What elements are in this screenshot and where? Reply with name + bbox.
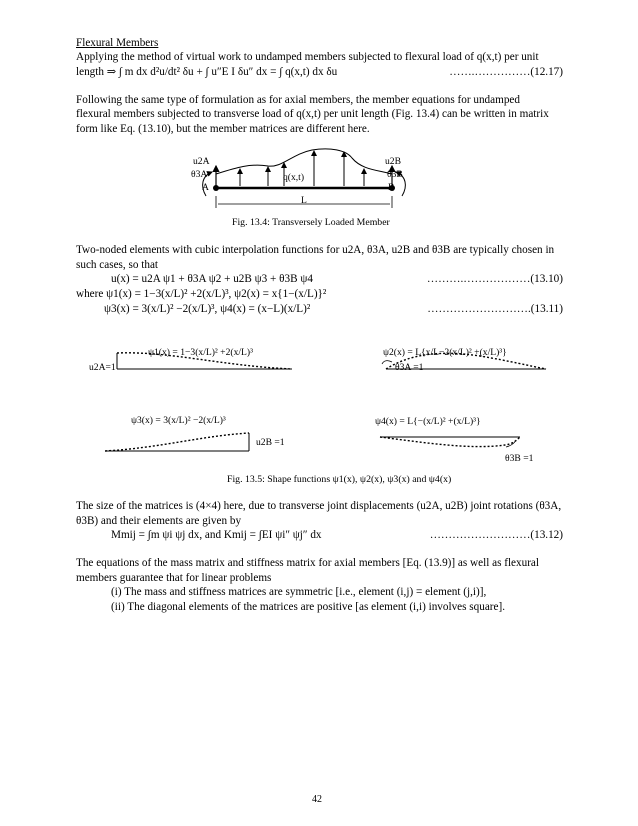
paragraph-line: Two-noded elements with cubic interpolation functions for u2A, θ3A, u2B and θ3B are typically chosen in — [76, 244, 555, 256]
paragraph-line: The equations of the mass matrix and stiffness matrix for axial members [Eq. (13.9)] as well as flexural — [76, 557, 540, 569]
equation-13-10: u(x) = u2A ψ1 + θ3A ψ2 + u2B ψ3 + θ3B ψ4 — [111, 273, 313, 285]
label-node-B: B — [388, 182, 395, 193]
psi3-label: ψ3(x) = 3(x/L)² −2(x/L)³ — [131, 415, 226, 426]
equation-ref-12-17: …….……………(12.17) — [449, 66, 563, 78]
theta3B-unit-label: θ3B =1 — [505, 453, 534, 464]
paragraph-line: θ3B) and their elements are given by — [76, 515, 242, 527]
label-load: q(x,t) — [283, 172, 305, 183]
paragraph-line: such cases, so that — [76, 259, 159, 271]
paragraph-line: members guarantee that for linear problems — [76, 572, 272, 584]
psi4-label: ψ4(x) = L{−(x/L)² +(x/L)³} — [375, 416, 481, 427]
u2A-unit-label: u2A=1 — [89, 362, 116, 373]
list-item-2: (ii) The diagonal elements of the matrices are positive [as element (i,i) involves square]. — [111, 601, 506, 613]
equation-ref-13-12: ………………………(13.12) — [429, 529, 563, 541]
paragraph-line: Applying the method of virtual work to undamped members subjected to flexural load of q(x,t) per unit — [76, 51, 539, 63]
label-node-A: A — [202, 182, 209, 193]
label-u2A: u2A — [193, 156, 210, 167]
theta3A-unit-label: θ3A =1 — [395, 362, 424, 373]
equation-psi3-psi4: ψ3(x) = 3(x/L)² −2(x/L)³, ψ4(x) = (x−L)(x/L)² — [104, 303, 311, 315]
label-length: L — [301, 195, 307, 206]
label-theta3B: θ3B — [387, 169, 403, 180]
psi1-label: ψ1(x) = 1−3(x/L)² +2(x/L)³ — [148, 347, 253, 358]
u2B-unit-label: u2B =1 — [256, 437, 285, 448]
psi2-label: ψ2(x) = L{x/L−2(x/L)² +(x/L)³} — [383, 347, 507, 358]
paragraph-line: The size of the matrices is (4×4) here, due to transverse joint displacements (u2A, u2B) joint rotations (θ3A, — [76, 500, 562, 512]
equation-12-17: length ⇒ ∫ m dx d²u/dt² δu + ∫ u″E I δu″ dx = ∫ q(x,t) dx δu — [76, 66, 338, 78]
section-heading: Flexural Members — [76, 37, 159, 49]
equation-ref-13-11: ……………………….(13.11) — [427, 303, 563, 315]
paragraph-line: form like Eq. (13.10), but the member matrices are different here. — [76, 123, 370, 135]
figure-13-5-caption: Fig. 13.5: Shape functions ψ1(x), ψ2(x), ψ3(x) and ψ4(x) — [227, 474, 452, 485]
label-theta3A: θ3A — [191, 169, 208, 180]
label-u2B: u2B — [385, 156, 401, 167]
list-item-1: (i) The mass and stiffness matrices are symmetric [i.e., element (i,j) = element (j,i)], — [111, 586, 487, 598]
equation-ref-13-10: ……….………………(13.10) — [426, 273, 563, 285]
paragraph-line: flexural members subjected to transverse load of q(x,t) per unit length (Fig. 13.4) can be written in matrix — [76, 108, 549, 120]
paragraph-line: Following the same type of formulation as for axial members, the member equations for undamped — [76, 94, 520, 106]
figure-13-4-caption: Fig. 13.4: Transversely Loaded Member — [232, 217, 390, 228]
equation-13-12: Mmij = ∫m ψi ψj dx, and Kmij = ∫EI ψi″ ψj″ dx — [111, 529, 322, 541]
equation-psi1-psi2: where ψ1(x) = 1−3(x/L)² +2(x/L)³, ψ2(x) = x{1−(x/L)}² — [76, 288, 327, 300]
page-number: 42 — [312, 794, 322, 805]
